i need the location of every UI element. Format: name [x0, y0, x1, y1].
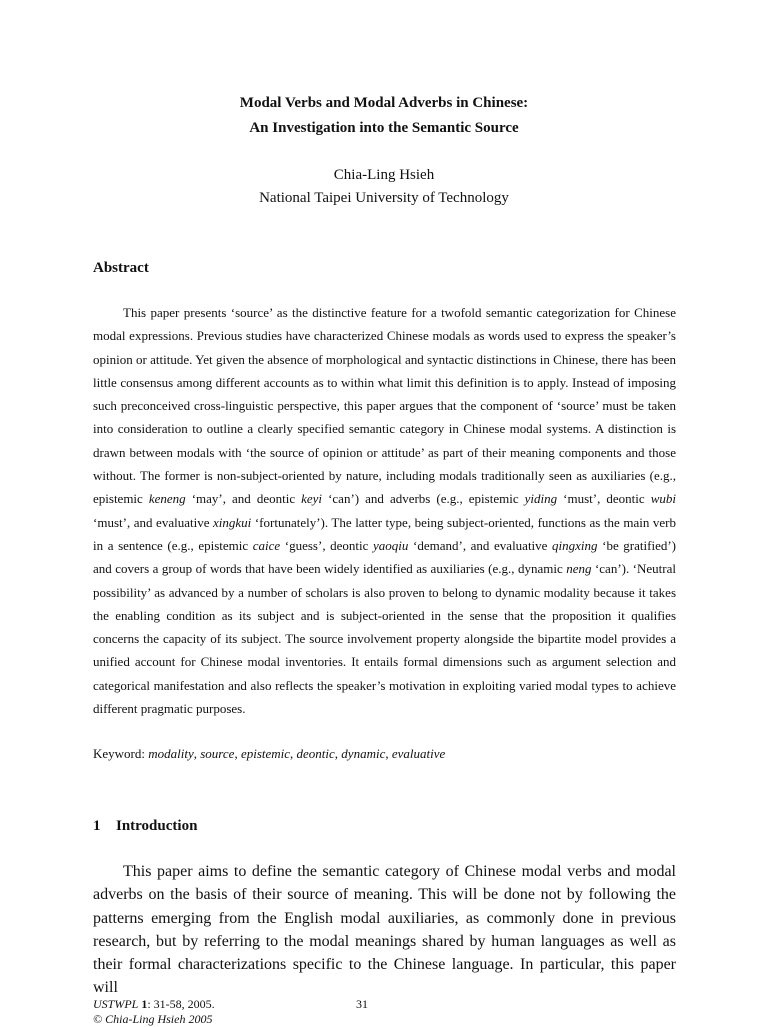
abstract-text-segment: neng — [566, 561, 592, 577]
page-number: 31 — [356, 997, 368, 1011]
author-affiliation: National Taipei University of Technology — [259, 190, 509, 206]
abstract-text-segment: yaoqiu — [373, 537, 409, 553]
keyword-item: , — [385, 746, 392, 761]
abstract-text-segment: ‘demand’, and evaluative — [408, 537, 553, 553]
abstract-text-segment: yiding — [524, 491, 558, 507]
keyword-item: evaluative — [391, 746, 446, 761]
abstract-text-segment: This paper presents ‘source’ as the distinctive feature for a twofold semantic categorization for Chinese modal expressions. Previous studies have characterized Chinese modals as words used to express the speaker’s opinion or attitude. Yet given the absence of morphological and syntactic distinctions in Chinese, there has been little consensus among different accounts as to within what limit this definition is to apply. Instead of imposing such preconceived cross-linguistic perspective, this paper argues that the component of ‘source’ must be taken into consideration to outline a clearly specified semantic category in Chinese modal systems. A distinction is drawn between modals with ‘the source of opinion or attitude’ as part of their meaning components and those without. The former is non-subject-oriented by nature, including modals traditionally seen as auxiliaries (e.g., epistemic — [93, 305, 676, 507]
abstract-body — [93, 301, 676, 720]
abstract-text-segment: ‘be gratified’) and covers a group of words that have been widely identified as auxiliaries (e.g., dynamic — [93, 537, 677, 577]
footer-citation — [93, 997, 215, 1027]
paper-title-line2: An Investigation into the Semantic Source — [249, 120, 519, 136]
paper-title-line1: Modal Verbs and Modal Adverbs in Chinese: — [239, 95, 529, 111]
section-title: Introduction — [116, 818, 198, 834]
abstract-text-segment: ‘fortunately’). The latter type, being subject-oriented, functions as the main verb in a sentence (e.g., epistemic — [93, 514, 676, 553]
footer-journal-name: USTWPL — [93, 997, 139, 1011]
abstract-text-segment: qingxing — [552, 537, 598, 553]
keyword-item: deontic — [296, 746, 335, 761]
keyword-item: , — [234, 746, 241, 761]
section-heading-introduction — [93, 818, 197, 835]
keyword-item: , — [334, 746, 342, 761]
author-name: Chia-Ling Hsieh — [333, 167, 435, 183]
keyword-item: source — [200, 746, 235, 761]
footer-pages: : 31-58, 2005. — [147, 997, 215, 1011]
keywords-line — [93, 746, 676, 762]
footer-volume: 1 — [138, 997, 148, 1011]
abstract-text-segment: ‘can’). ‘Neutral possibility’ as advanced by a number of scholars is also proven to belong to dynamic modality because it takes the enabling condition as its subject and is subject-oriented in the sense that the proposition it qualifies concerns the capacity of its subject. The source involvement property alongside the bipartite model provides a unified account for Chinese modal inventories. It entails formal dimensions such as argument selection and categorical manifestation and also reflects the speaker’s motivation in exploiting varied modal types to achieve different pragmatic purposes. — [93, 561, 676, 717]
abstract-heading: Abstract — [93, 260, 149, 276]
abstract-text-segment: caice — [252, 537, 281, 553]
section-number: 1 — [93, 818, 101, 834]
keyword-item: epistemic — [240, 746, 291, 761]
abstract-text-segment: ‘may’, and deontic — [185, 491, 302, 507]
abstract-text-segment: xingkui — [213, 514, 252, 530]
footer-journal-line — [93, 997, 215, 1012]
introduction-body: This paper aims to define the semantic category of Chinese modal verbs and modal adverbs on the basis of their source of meaning. This will be done not by following the patterns emerging from the English modal auxiliaries, as commonly done in previous research, but by referring to the modal meanings shared by human languages as well as their formal characterizations specific to the Chinese language. In particular, this paper will — [93, 863, 676, 997]
keywords-label: Keyword: — [93, 746, 149, 761]
keyword-item: modality — [148, 746, 194, 761]
abstract-text-segment: ‘must’, deontic — [557, 491, 651, 507]
keyword-item: dynamic — [341, 746, 386, 761]
keywords-list — [148, 746, 445, 761]
abstract-text-segment: ‘guess’, deontic — [280, 537, 374, 553]
footer-copyright: © Chia-Ling Hsieh 2005 — [93, 1012, 213, 1026]
keyword-item: , — [193, 746, 201, 761]
abstract-text-segment: keneng — [148, 491, 186, 507]
keyword-item: , — [290, 746, 297, 761]
abstract-text-segment: ‘can’) and adverbs (e.g., epistemic — [322, 491, 525, 507]
abstract-text-segment: keyi — [301, 491, 323, 507]
abstract-text-segment: ‘must’, and evaluative — [93, 514, 214, 530]
abstract-text-segment: wubi — [650, 491, 676, 507]
